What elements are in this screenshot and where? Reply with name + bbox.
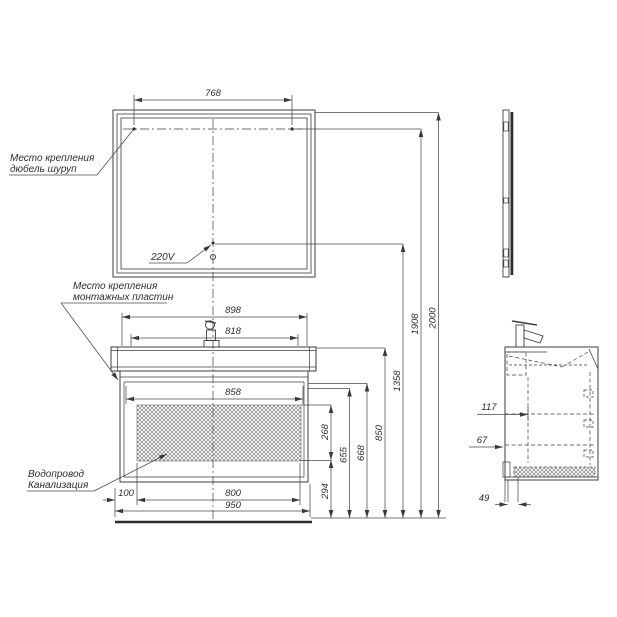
dim-1908 bbox=[410, 129, 421, 518]
dim-768-value: 768 bbox=[205, 88, 221, 99]
dim-67-value: 67 bbox=[476, 435, 488, 446]
dim-1908-value: 1908 bbox=[410, 313, 421, 335]
dim-818 bbox=[131, 326, 298, 346]
mirror-side-bracket-low1 bbox=[504, 249, 508, 257]
dim-100-value: 100 bbox=[118, 488, 134, 499]
service-hatch bbox=[137, 405, 301, 461]
dim-858-value: 858 bbox=[225, 387, 241, 398]
drain-box-hidden bbox=[507, 352, 526, 375]
faucet-front-body bbox=[207, 330, 216, 341]
dim-818-value: 818 bbox=[225, 326, 241, 337]
glide-hidden-1 bbox=[584, 390, 593, 397]
dim-268 bbox=[320, 405, 331, 460]
mirror-side-bracket-mid bbox=[504, 198, 508, 203]
dim-268-value: 268 bbox=[320, 424, 331, 440]
callout-plumbing-leader bbox=[94, 454, 167, 491]
dim-850 bbox=[374, 348, 385, 518]
cabinet-side-bottom-strip bbox=[514, 467, 595, 477]
faucet-front-base bbox=[204, 341, 219, 348]
washbasin-front bbox=[111, 347, 316, 371]
back-bracket bbox=[503, 462, 510, 477]
mirror-frame-mid bbox=[117, 114, 311, 273]
dim-858 bbox=[126, 386, 303, 404]
mirror-side-bracket-low2 bbox=[504, 260, 508, 267]
mirror-mount-point-right bbox=[290, 127, 293, 130]
faucet-side-lever bbox=[512, 321, 537, 325]
vanity-side-view bbox=[503, 321, 598, 502]
dim-49-value: 49 bbox=[478, 493, 490, 504]
faucet-side-body bbox=[516, 325, 524, 347]
dim-2000-value: 2000 bbox=[427, 307, 439, 329]
callout-dowel-line2: дюбель шуруп bbox=[10, 164, 77, 175]
outlet-point bbox=[212, 242, 215, 245]
callout-plumbing-line2: Канализация bbox=[28, 480, 89, 491]
faucet-side bbox=[512, 321, 543, 347]
dim-67 bbox=[469, 435, 503, 447]
dim-294 bbox=[320, 460, 331, 518]
callout-dowel-line1: Место крепления bbox=[10, 153, 95, 164]
basin-side-slant-right bbox=[589, 349, 598, 369]
mirror-side-glass bbox=[511, 112, 514, 275]
mirror-frame-outer bbox=[113, 110, 315, 277]
dim-294-value: 294 bbox=[320, 483, 331, 499]
callout-plates-line1: Место крепления bbox=[73, 281, 158, 292]
callout-dowel-leader bbox=[97, 130, 133, 175]
dim-850-value: 850 bbox=[374, 425, 385, 441]
dim-668 bbox=[356, 384, 367, 519]
callout-dowel bbox=[9, 130, 133, 175]
callout-plumbing-line1: Водопровод bbox=[28, 469, 85, 480]
mirror-side-bracket-top bbox=[504, 122, 508, 131]
dim-1358-value: 1358 bbox=[392, 370, 403, 392]
callout-plates-line2: монтажных пластин bbox=[73, 292, 174, 303]
dim-655-value: 655 bbox=[338, 447, 350, 463]
mirror-frame-inner bbox=[121, 118, 307, 269]
dim-800-value: 800 bbox=[225, 488, 241, 499]
dim-668-value: 668 bbox=[356, 445, 367, 461]
faucet-front bbox=[204, 321, 219, 347]
dim-898-value: 898 bbox=[225, 305, 241, 316]
faucet-side-spout bbox=[524, 330, 543, 343]
glide-hidden-2 bbox=[584, 420, 593, 427]
callout-plates-leader bbox=[61, 303, 118, 380]
dim-950-value: 950 bbox=[225, 500, 241, 511]
mirror-side-view bbox=[503, 110, 513, 277]
glide-hidden-3 bbox=[584, 450, 593, 457]
dim-117-value: 117 bbox=[481, 402, 497, 413]
vanity-front-view bbox=[111, 321, 316, 482]
callout-outlet-label: 220V bbox=[151, 252, 175, 263]
dim-2000 bbox=[428, 113, 439, 519]
dim-655 bbox=[339, 389, 350, 519]
dim-117 bbox=[477, 402, 528, 421]
cabinet-side-outline bbox=[505, 347, 598, 480]
callout-outlet bbox=[149, 245, 211, 263]
dim-1358 bbox=[392, 244, 403, 518]
callout-outlet-leader bbox=[187, 245, 211, 263]
